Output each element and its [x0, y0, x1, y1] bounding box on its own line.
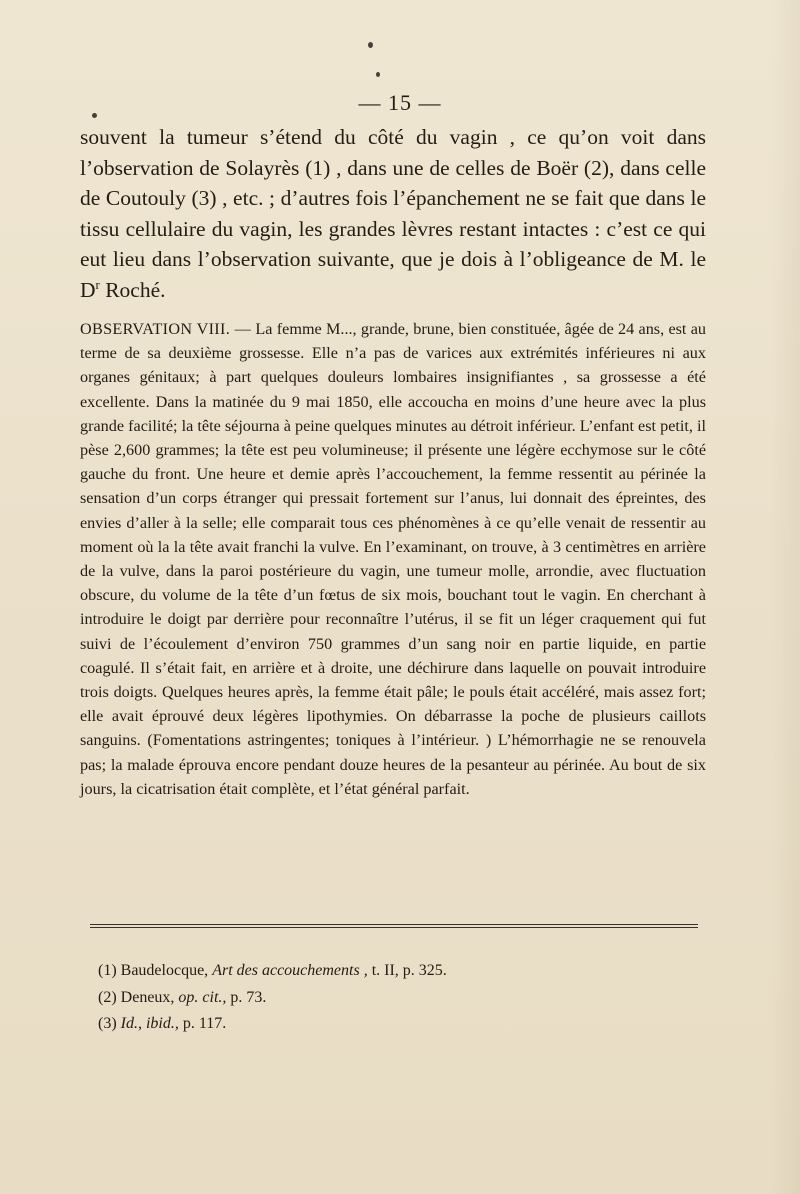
footnote-ref: p. 73. — [230, 988, 267, 1006]
footnote-work: Id., ibid., — [120, 1015, 179, 1032]
footnote-author: Baudelocque, — [120, 962, 209, 979]
observation-title: OBSERVATION VIII. — — [80, 320, 252, 338]
intro-superscript: r — [95, 277, 100, 292]
footnote-work: Art des accouchements , — [212, 962, 368, 979]
ink-speck — [376, 72, 380, 77]
footnote-item — [98, 1011, 698, 1038]
footnote-marker: (2) — [98, 988, 117, 1006]
footnote-marker: (3) — [98, 1015, 117, 1032]
intro-text-end: Roché. — [99, 277, 166, 302]
footnotes-list — [98, 958, 698, 1038]
footnote-marker: (1) — [98, 962, 117, 979]
footnote-divider — [90, 924, 698, 928]
footnote-ref: p. 117. — [182, 1015, 227, 1032]
observation-paragraph — [80, 317, 706, 801]
page-number: — 15 — — [358, 90, 442, 115]
footnote-item — [98, 985, 698, 1012]
footnote-author: Deneux, — [120, 988, 175, 1006]
page-edge-shadow — [770, 0, 800, 1194]
footnote-ref: t. II, p. 325. — [371, 962, 447, 979]
footnote-item — [98, 958, 698, 985]
ink-speck — [368, 42, 373, 48]
intro-text: souvent la tumeur s’étend du côté du vagin , ce qu’on voit dans l’observation de Solayrès (1) , dans une de celles de Boër (2), dans celle de Coutouly (3) , etc. ; d’autres fois l’épanchement ne se fait que dans le tissu cellulaire du vagin, les grandes lèvres restant intactes : c’est ce qui eut lieu dans l’observation suivante, que je dois à l’obligeance de M. le D — [80, 125, 706, 302]
intro-paragraph — [80, 122, 706, 305]
footnote-work: op. cit., — [178, 988, 227, 1006]
observation-body: La femme M..., grande, brune, bien constituée, âgée de 24 ans, est au terme de sa deuxième grossesse. Elle n’a pas de varices aux extrémités inférieures ni aux organes génitaux; à part quelques douleurs lombaires insignifiantes , sa grossesse a été excellente. Dans la matinée du 9 mai 1850, elle accoucha en moins d’une heure avec la plus grande facilité; la tête séjourna à peine quelques minutes au détroit inférieur. L’enfant est petit, il pèse 2,600 grammes; la tête est peu volumineuse; il présente une légère ecchymose sur le côté gauche du front. Une heure et demie après l’accouchement, la femme ressentit au périnée la sensation d’un corps étranger qui pressait fortement sur l’anus, lui donnait des épreintes, des envies d’aller à la selle; elle comparait tous ces phénomènes à ce qu’elle venait de ressentir au moment où la la tête avait franchi la vulve. En l’examinant, on trouve, à 3 centimètres en arrière de la vulve, dans la paroi postérieure du vagin, une tumeur molle, arrondie, avec fluctuation obscure, du volume de la tête d’un fœtus de six mois, bouchant tout le vagin. En cherchant à introduire le doigt par derrière pour reconnaître l’utérus, il se fit un léger craquement qui fut suivi de l’écoulement d’environ 750 grammes d’un sang noir en partie liquide, en partie coagulé. Il s’était fait, en arrière et à droite, une déchirure dans laquelle on pouvait introduire trois doigts. Quelques heures après, la femme était pâle; le pouls était accéléré, mais assez fort; elle avait éprouvé deux légères lipothymies. On débarrasse la poche de plusieurs caillots sanguins. (Fomentations astringentes; toniques à l’intérieur. ) L’hémorrhagie ne se renouvela pas; la malade éprouva encore pendant douze heures de la pesanteur au périnée. Au bout de six jours, la cicatrisation était complète, et l’état général parfait. — [80, 320, 706, 798]
